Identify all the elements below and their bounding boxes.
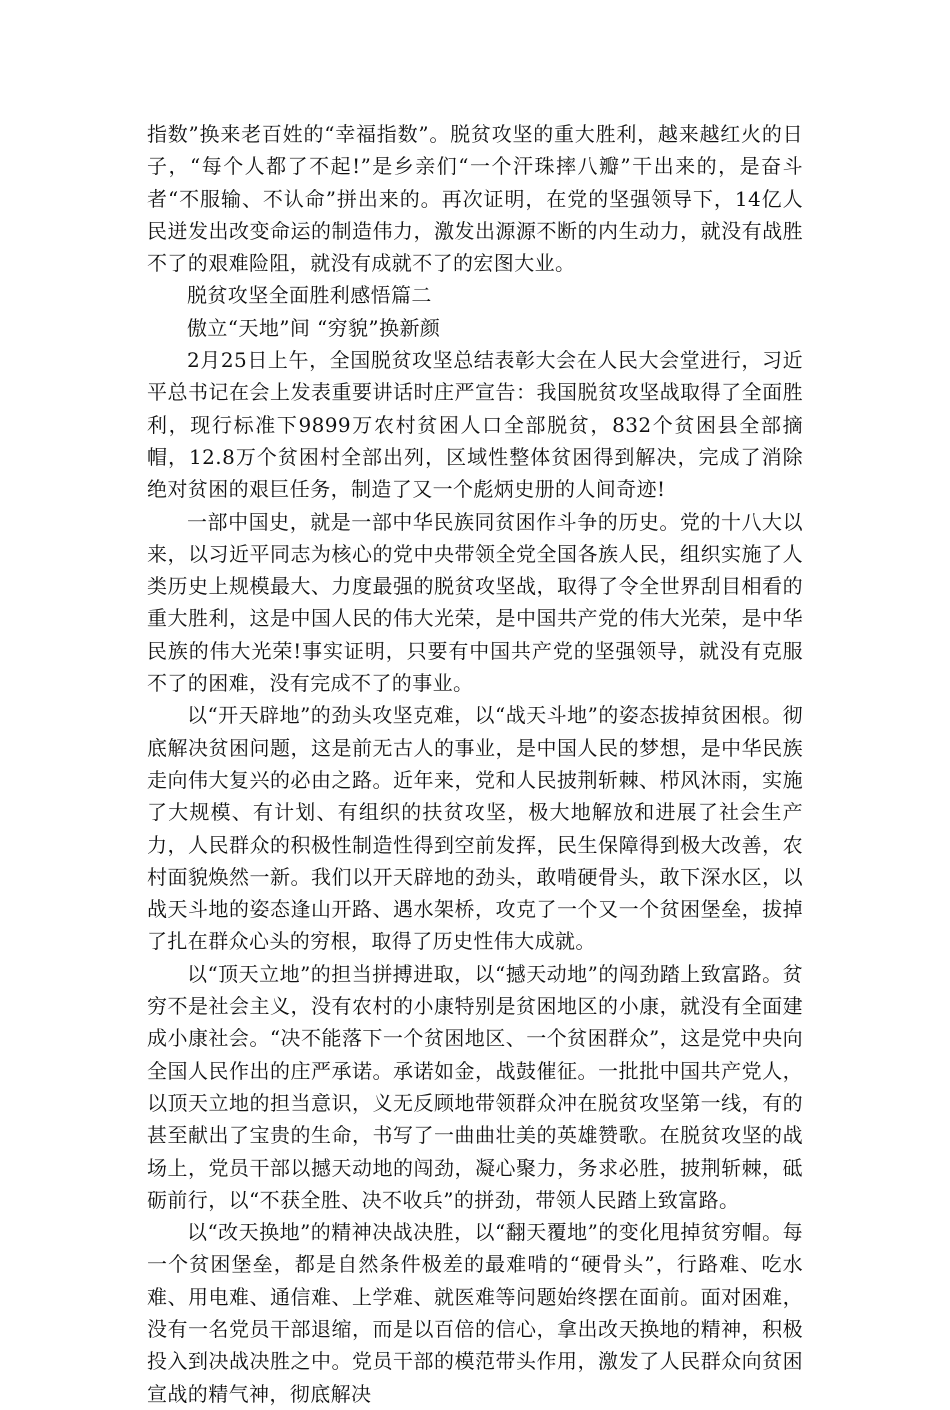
article-headline: 傲立“天地”间 “穷貌”换新颜 [187, 315, 441, 340]
paragraph: 一部中国史，就是一部中华民族同贫困作斗争的历史。党的十八大以来，以习近平同志为核心的党中央带领全党全国各族人民，组织实施了人类历史上规模最大、力度最强的脱贫攻坚战，取得了令全世界刮目相看的重大胜利，这是中国人民的伟大光荣，是中国共产党的伟大光荣，是中华民族的伟大光荣!事实证明，只要有中国共产党的坚强领导，就没有克服不了的困难，没有完成不了的事业。 [147, 509, 803, 696]
paragraph: 2月25日上午，全国脱贫攻坚总结表彰大会在人民大会堂进行，习近平总书记在会上发表重要讲话时庄严宣告：我国脱贫攻坚战取得了全面胜利，现行标准下9899万农村贫困人口全部脱贫，832个贫困县全部摘帽，12.8万个贫困村全部出列，区域性整体贫困得到解决，完成了消除绝对贫困的艰巨任务，制造了又一个彪炳史册的人间奇迹! [147, 348, 803, 502]
document-body [147, 118, 803, 1410]
section-title: 脱贫攻坚全面胜利感悟篇二 [187, 283, 432, 308]
paragraph-continuation: 指数”换来老百姓的“幸福指数”。脱贫攻坚的重大胜利，越来越红火的日子，“每个人都了不起!”是乡亲们“一个汗珠摔八瓣”干出来的，是奋斗者“不服输、不认命”拼出来的。再次证明，在党的坚强领导下，14亿人民迸发出改变命运的制造伟力，激发出源源不断的内生动力，就没有战胜不了的艰难险阻，就没有成就不了的宏图大业。 [147, 122, 803, 276]
paragraph: 以“顶天立地”的担当拼搏进取，以“撼天动地”的闯劲踏上致富路。贫穷不是社会主义，没有农村的小康特别是贫困地区的小康，就没有全面建成小康社会。“决不能落下一个贫困地区、一个贫困群众”，这是党中央向全国人民作出的庄严承诺。承诺如金，战鼓催征。一批批中国共产党人，以顶天立地的担当意识，义无反顾地带领群众冲在脱贫攻坚第一线，有的甚至献出了宝贵的生命，书写了一曲曲壮美的英雄赞歌。在脱贫攻坚的战场上，党员干部以撼天动地的闯劲，凝心聚力，务求必胜，披荆斩棘，砥砺前行，以“不获全胜、决不收兵”的拼劲，带领人民踏上致富路。 [147, 961, 803, 1212]
paragraph: 以“改天换地”的精神决战决胜，以“翻天覆地”的变化甩掉贫穷帽。每一个贫困堡垒，都是自然条件极差的最难啃的“硬骨头”，行路难、吃水难、用电难、通信难、上学难、就医难等问题始终摆在面前。面对困难，没有一名党员干部退缩，而是以百倍的信心，拿出改天换地的精神，积极投入到决战决胜之中。党员干部的模范带头作用，激发了人民群众向贫困宣战的精气神，彻底解决 [147, 1220, 803, 1406]
paragraph: 以“开天辟地”的劲头攻坚克难，以“战天斗地”的姿态拔掉贫困根。彻底解决贫困问题，这是前无古人的事业，是中国人民的梦想，是中华民族走向伟大复兴的必由之路。近年来，党和人民披荆斩棘、栉风沐雨，实施了大规模、有计划、有组织的扶贫攻坚，极大地解放和进展了社会生产力，人民群众的积极性制造性得到空前发挥，民生保障得到极大改善，农村面貌焕然一新。我们以开天辟地的劲头，敢啃硬骨头，敢下深水区，以战天斗地的姿态逢山开路、遇水架桥，攻克了一个又一个贫困堡垒，拔掉了扎在群众心头的穷根，取得了历史性伟大成就。 [147, 703, 803, 954]
